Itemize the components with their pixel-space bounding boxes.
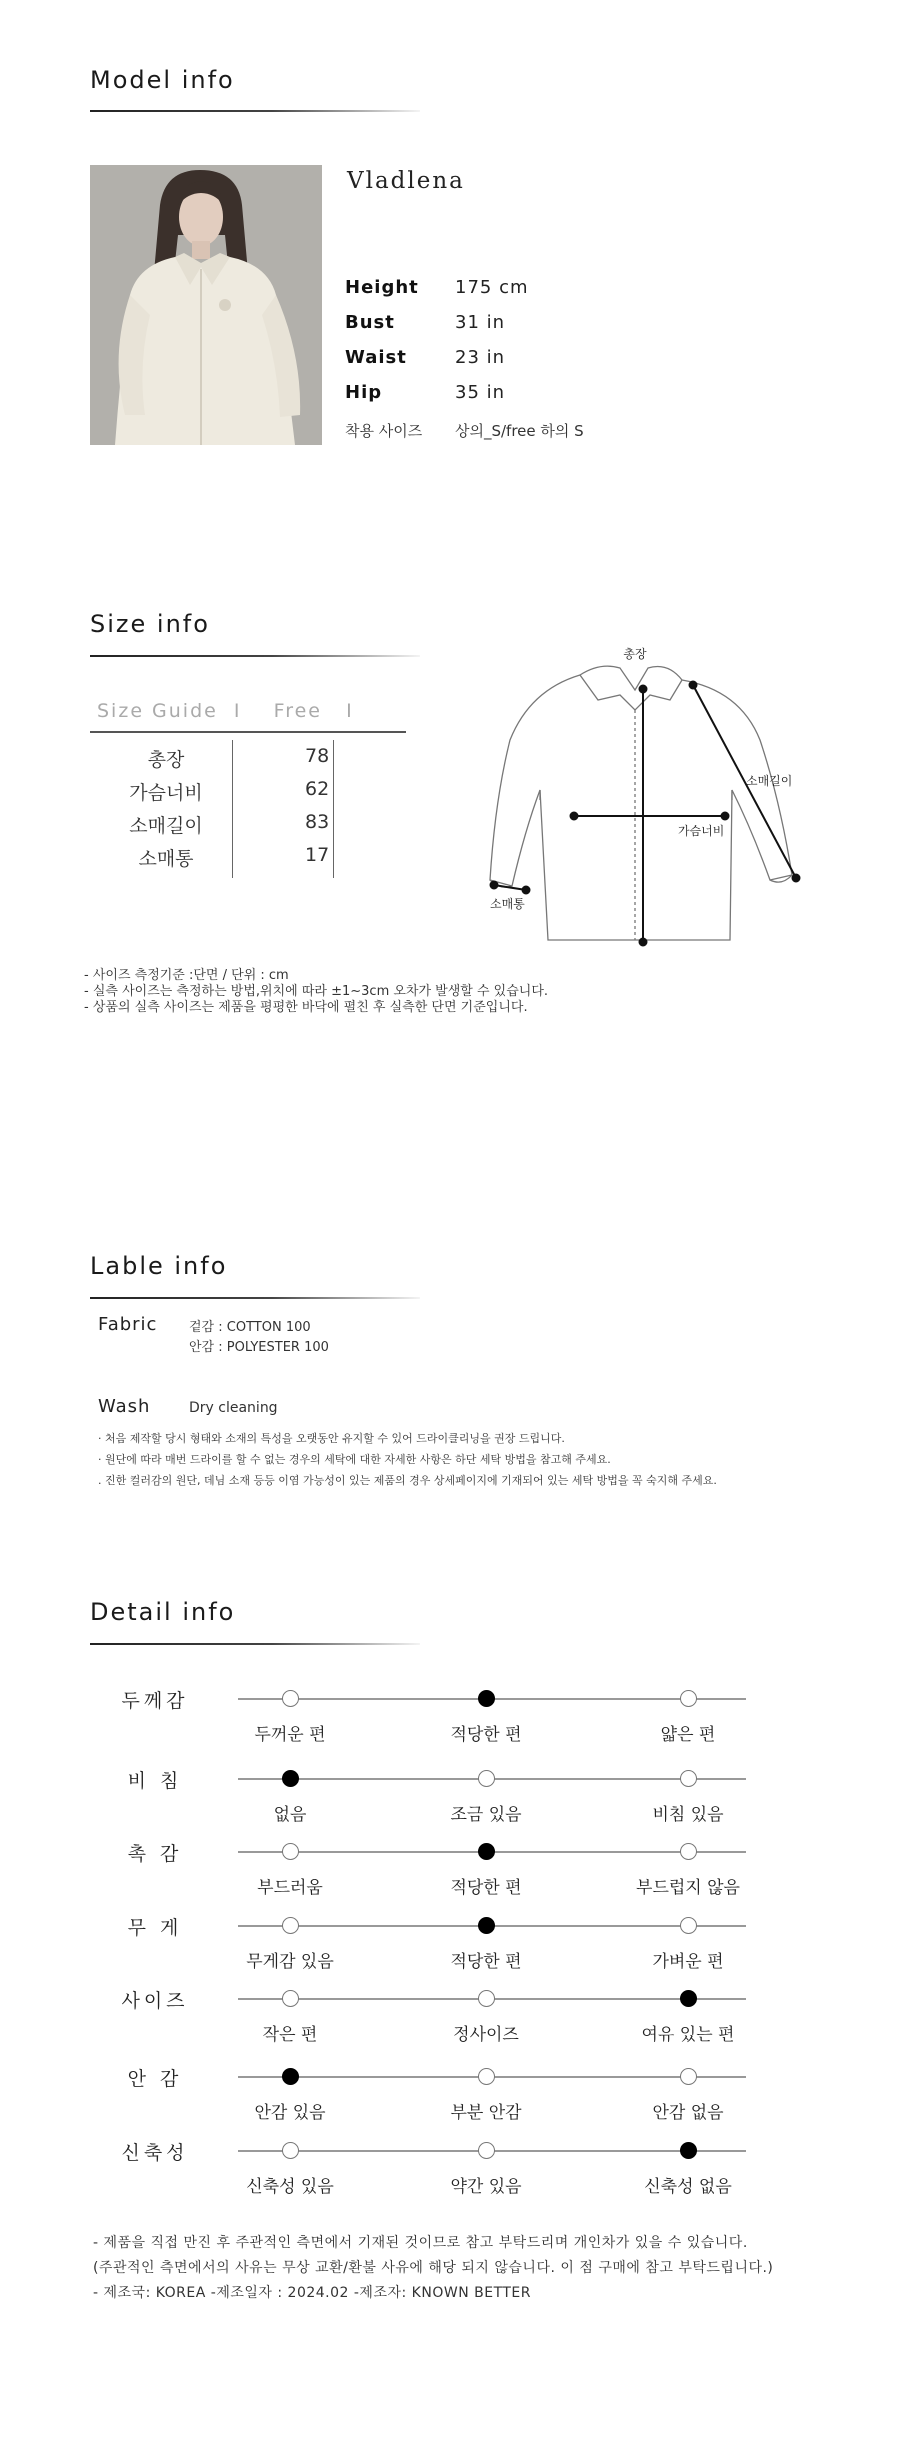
measure-bust [345, 312, 505, 333]
detail-info-divider [90, 1643, 420, 1645]
detail-dot [478, 2142, 495, 2159]
measure-label: Height [345, 277, 419, 298]
size-info-title: Size info [90, 610, 210, 638]
detail-option-label: 신축성 없음 [644, 2177, 732, 2197]
detail-option-label: 없음 [273, 1805, 307, 1825]
size-row-value: 78 [305, 745, 330, 767]
size-note: - 실측 사이즈는 측정하는 방법,위치에 따라 ±1~3cm 오차가 발생할 수 있습니다. [84, 984, 549, 999]
detail-label: 신축성 [121, 2142, 189, 2164]
measure-label: Waist [345, 347, 407, 368]
diagram-label-sleeve-width: 소매통 [490, 897, 525, 911]
measure-label: Hip [345, 382, 383, 403]
footer-manufacture-info: - 제조국: KOREA -제조일자 : 2024.02 -제조자: KNOWN BETTER [93, 2285, 531, 2301]
diagram-label-chest: 가슴너비 [678, 824, 725, 838]
measure-waist [345, 347, 505, 368]
wash-value: Dry cleaning [189, 1400, 278, 1416]
model-photo [90, 165, 322, 445]
detail-option-label: 약간 있음 [450, 2177, 522, 2197]
detail-option-label: 신축성 있음 [246, 2177, 334, 2197]
wash-notes [98, 1428, 717, 1491]
detail-dot [680, 1770, 697, 1787]
detail-dot [282, 1917, 299, 1934]
detail-option-label: 가벼운 편 [652, 1952, 724, 1972]
detail-dot [282, 1690, 299, 1707]
detail-option-label: 두꺼운 편 [254, 1725, 326, 1745]
size-info-divider [90, 655, 420, 657]
detail-option-label: 적당한 편 [450, 1725, 522, 1745]
measure-hip [345, 382, 505, 403]
model-info-divider [90, 110, 420, 112]
size-notes [84, 968, 548, 1016]
detail-label: 두께감 [121, 1690, 189, 1712]
detail-option-label: 정사이즈 [453, 2025, 519, 2045]
detail-dot [680, 2068, 697, 2085]
detail-option-label: 여유 있는 편 [641, 2025, 735, 2045]
fabric-outer: 겉감 : COTTON 100 [189, 1320, 311, 1335]
detail-info-title: Detail info [90, 1598, 236, 1626]
measure-value: 31 in [455, 312, 506, 333]
detail-dot [282, 2142, 299, 2159]
wear-size-label: 착용 사이즈 [345, 422, 423, 440]
garment-size-diagram [470, 640, 830, 960]
detail-label: 사이즈 [121, 1990, 189, 2012]
detail-label: 비 침 [127, 1770, 183, 1792]
detail-label: 안 감 [127, 2068, 183, 2090]
wash-note: · 처음 제작할 당시 형태와 소재의 특성을 오랫동안 유지할 수 있어 드라이클리닝을 권장 드립니다. [98, 1432, 565, 1445]
detail-dot [680, 1690, 697, 1707]
size-row-label: 총장 [147, 749, 185, 771]
detail-dot [282, 1843, 299, 1860]
size-row-value: 17 [305, 844, 330, 866]
detail-option-label: 안감 있음 [254, 2103, 326, 2123]
detail-dot [478, 1770, 495, 1787]
model-figure-illustration [90, 165, 322, 445]
detail-option-label: 부분 안감 [450, 2103, 522, 2123]
detail-dot [680, 1917, 697, 1934]
size-note: - 사이즈 측정기준 :단면 / 단위 : cm [84, 968, 289, 983]
detail-dot-selected [478, 1917, 495, 1934]
size-row-value: 83 [305, 811, 330, 833]
lable-info-title: Lable info [90, 1252, 228, 1280]
measure-label: Bust [345, 312, 395, 333]
fabric-lining: 안감 : POLYESTER 100 [189, 1340, 329, 1355]
detail-option-label: 작은 편 [262, 2025, 318, 2045]
model-name: Vladlena [347, 168, 465, 194]
detail-option-label: 부드럽지 않음 [636, 1878, 740, 1898]
wear-size-row [345, 420, 584, 441]
wash-note: . 진한 컬러감의 원단, 데님 소재 등등 이염 가능성이 있는 제품의 경우 상세페이지에 기재되어 있는 세탁 방법을 꼭 숙지해 주세요. [98, 1474, 717, 1487]
lable-info-divider [90, 1297, 420, 1299]
size-row-label: 소매길이 [129, 815, 203, 837]
footer-note: (주관적인 측면에서의 사유는 무상 교환/환불 사유에 해당 되지 않습니다. 이 점 구매에 참고 부탁드립니다.) [93, 2260, 774, 2276]
detail-dot [680, 1843, 697, 1860]
detail-dot [478, 1990, 495, 2007]
detail-dot-selected [478, 1690, 495, 1707]
detail-option-label: 조금 있음 [450, 1805, 522, 1825]
fabric-label: Fabric [98, 1314, 158, 1335]
detail-dot-selected [680, 2142, 697, 2159]
size-row-label: 소매통 [138, 848, 194, 870]
size-guide-header-line [90, 731, 406, 733]
detail-option-label: 얇은 편 [660, 1725, 716, 1745]
detail-label: 무 게 [127, 1917, 183, 1939]
detail-dot-selected [282, 2068, 299, 2085]
wear-size-value: 상의_S/free 하의 S [455, 422, 584, 440]
size-row-value: 62 [305, 778, 330, 800]
size-row-label: 가슴너비 [129, 782, 203, 804]
detail-option-label: 비침 있음 [652, 1805, 724, 1825]
detail-option-label: 무게감 있음 [246, 1952, 334, 1972]
size-note: - 상품의 실측 사이즈는 제품을 평평한 바닥에 펼친 후 실측한 단면 기준입니다. [84, 1000, 528, 1015]
size-guide-header: Size Guide I Free I [97, 700, 354, 722]
detail-dot-selected [478, 1843, 495, 1860]
wash-label: Wash [98, 1396, 151, 1417]
measure-value: 175 cm [455, 277, 529, 298]
detail-label: 촉 감 [127, 1843, 183, 1865]
detail-dot [478, 2068, 495, 2085]
detail-option-label: 적당한 편 [450, 1878, 522, 1898]
model-info-title: Model info [90, 66, 235, 94]
measure-value: 35 in [455, 382, 506, 403]
detail-dot-selected [680, 1990, 697, 2007]
detail-option-label: 안감 없음 [652, 2103, 724, 2123]
diagram-label-sleeve-length: 소매길이 [746, 774, 793, 788]
measure-value: 23 in [455, 347, 506, 368]
detail-dot [282, 1990, 299, 2007]
detail-option-label: 적당한 편 [450, 1952, 522, 1972]
wash-note: · 원단에 따라 매번 드라이를 할 수 없는 경우의 세탁에 대한 자세한 사항은 하단 세탁 방법을 참고해 주세요. [98, 1453, 611, 1466]
diagram-label-total-length: 총장 [623, 647, 647, 661]
measure-height [345, 277, 529, 298]
footer-note: - 제품을 직접 만진 후 주관적인 측면에서 기재된 것이므로 참고 부탁드리며 개인차가 있을 수 있습니다. [93, 2235, 748, 2251]
detail-option-label: 부드러움 [257, 1878, 323, 1898]
detail-dot-selected [282, 1770, 299, 1787]
